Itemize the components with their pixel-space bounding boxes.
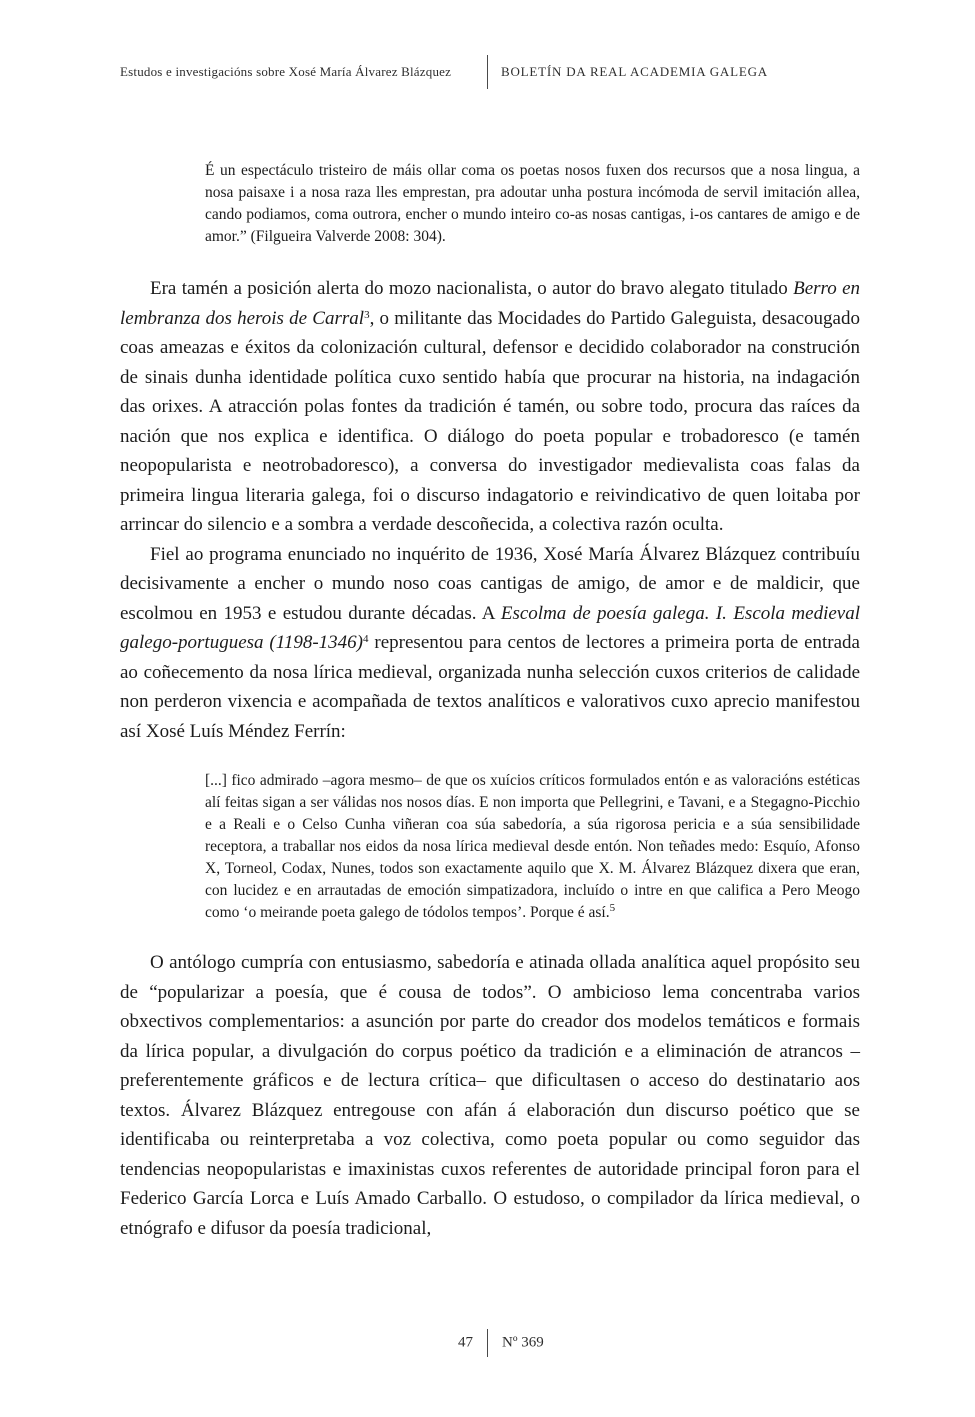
- page-number: 47: [458, 1334, 473, 1351]
- running-head: [120, 54, 860, 90]
- body-text: , o militante das Mocidades do Partido Galeguista, desacougado coas ameazas e éxitos da colonización cultural, defensor e decidido colaborador na construción de sinais dunha identidade política cuxo sentido había que procurar na historia, na indagación das orixes. A atracción polas fontes da tradición é tamén, ou sobre todo, procura das raíces da nación que nos explica e identifica. O diálogo do poeta popular e trobadoresco (e tamén neopopularista e neotrobadoresco), a conversa do investigador medievalista coas falas da primeira lingua literaria galega, foi o discurso indagatorio e reivindicativo de quen loitaba por arrincar do silencio e a sombra a verdade descoñecida, a colectiva razón oculta.: [120, 307, 860, 535]
- page-body: [120, 160, 860, 1243]
- footnote-ref-5: 5: [609, 902, 616, 914]
- paragraph-2: [120, 540, 860, 747]
- work-title: Escolma de poesía galega. I. Escola medieval galego-portuguesa (1198-1346): [120, 602, 860, 653]
- running-head-journal-title: BOLETÍN DA REAL ACADEMIA GALEGA: [501, 64, 768, 79]
- footer-divider: [487, 1329, 488, 1357]
- quote-text: [...] fico admirado –agora mesmo– de que os xuícios críticos formulados entón e as valoracións estéticas alí feitas sigan a ser válidas nos nosos días. E non importa que Pellegrini, e Tavani, e a Stegagno-Picchio e a Reali e o Celso Cunha viñeran coa súa sabedoría, a súa rigorosa pericia e a súa sensibilidade receptora, a traballar nos eidos da nosa lírica medieval desde entón. Non teñades medo: Esquío, Afonso X, Torneol, Codax, Nunes, todos son exactamente aquilo que X. M. Álvarez Blázquez dixera que eran, con lucidez e en arrautadas de emoción simpatizadora, incluído o intre en que califica a Pero Meogo como ‘o meirande poeta galego de tódolos tempos’. Porque é así.: [205, 772, 860, 921]
- issue-number: Nº 369: [502, 1334, 544, 1351]
- quote-text: É un espectáculo tristeiro de máis ollar coma os poetas nosos fuxen dos recursos que a nosa lingua, a nosa paisaxe i a nosa raza lles emprestan, pra adoutar unha postura incómoda de servil imitación allea, cando podiamos, coma outrora, encher o mundo inteiro co-as nosas cantigas, i-os cantares de amigo e de amor.” (Filgueira Valverde 2008: 304).: [205, 162, 860, 245]
- paragraph-1: [120, 274, 860, 540]
- running-head-series-title: Estudos e investigacións sobre Xosé María Álvarez Blázquez: [120, 64, 452, 79]
- block-quote-1: [205, 160, 860, 248]
- footnote-ref-4: 4: [363, 633, 369, 645]
- header-divider: [487, 55, 488, 89]
- body-text: Era tamén a posición alerta do mozo nacionalista, o autor do bravo alegato titulado: [150, 278, 794, 299]
- footnote-ref-3: 3: [364, 308, 370, 321]
- work-title: Berro en lembranza dos herois de Carral: [120, 278, 860, 329]
- page-footer: [0, 1328, 975, 1358]
- block-quote-2: [205, 770, 860, 924]
- body-text: Fiel ao programa enunciado no inquérito de 1936, Xosé María Álvarez Blázquez contribuíu decisivamente a encher o mundo noso coas cantigas de amigo, de amor e de maldicir, que escolmou en 1953 e estudou durante décadas. A: [120, 543, 860, 624]
- body-text: O antólogo cumpría con entusiasmo, sabedoría e atinada ollada analítica aquel propósito seu de “popularizar a poesía, que é cousa de todos”. O ambicioso lema concentraba varios obxectivos complementarios: a asunción por parte do creador dos modelos temáticos e formais da lírica popular, a divulgación do corpus poético da tradición e a eliminación de atrancos –preferentemente gráficos e de lectura crítica– que dificultasen o acceso do destinatario aos textos. Álvarez Blázquez entregouse con afán á elaboración dun discurso poético que se identificaba ou reinterpretaba a voz colectiva, como poeta popular ou como seguidor das tendencias neopopularistas e imaxinistas cuxos referentes de autoridade principal foron para el Federico García Lorca e Luís Amado Carballo. O estudoso, o compilador da lírica medieval, o etnógrafo e difusor da poesía tradicional,: [120, 952, 860, 1239]
- body-text: representou para centos de lectores a primeira porta de entrada ao coñecemento da nosa lírica medieval, organizada nunha selección cuxos criterios de calidade non perderon vixencia e acompañada de textos analíticos e valorativos cuxo aprecio manifestou así Xosé Luís Méndez Ferrín:: [120, 632, 860, 742]
- paragraph-3: [120, 948, 860, 1243]
